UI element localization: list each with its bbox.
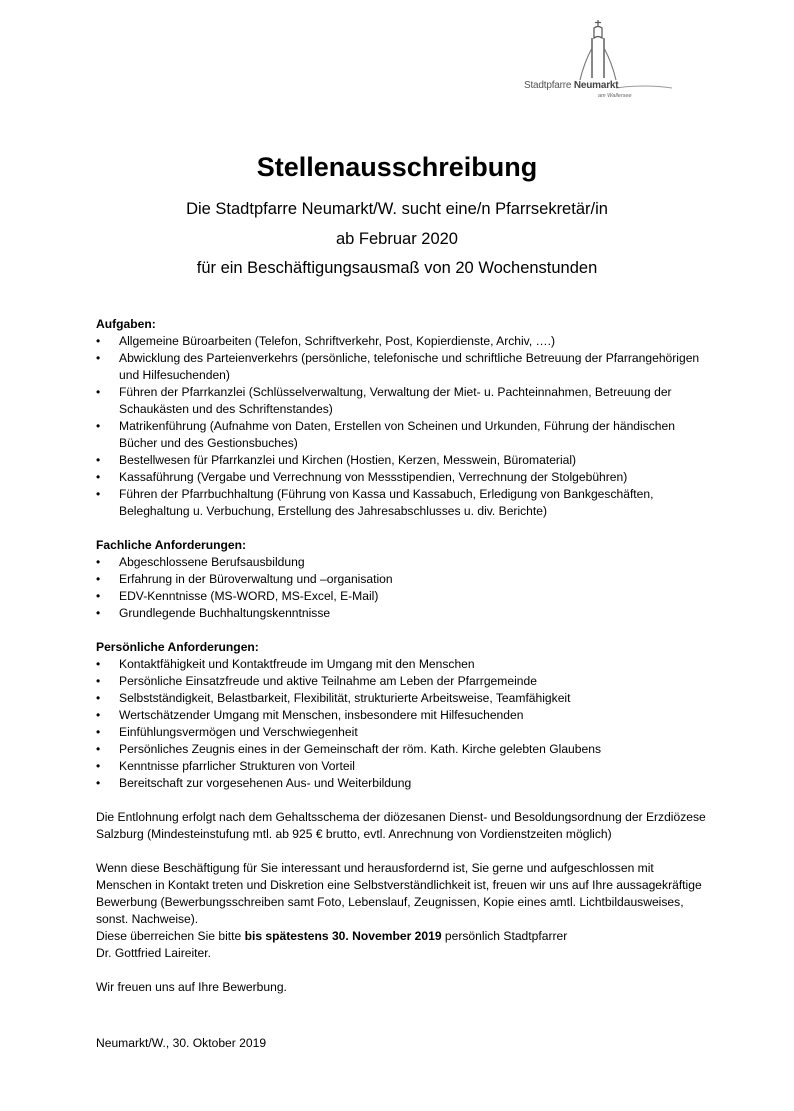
list-item: • Abwicklung des Parteienverkehrs (persönliche, telefonische und schriftliche Betreuung der Pfarrangehörigen und Hilfesuchenden): [96, 350, 706, 384]
list-item: • Matrikenführung (Aufnahme von Daten, Erstellen von Scheinen und Urkunden, Führung der händischen Bücher und des Gestionsbuches): [96, 418, 706, 452]
list-item: • Grundlegende Buchhaltungskenntnisse: [96, 605, 706, 622]
list-item: • Selbstständigkeit, Belastbarkeit, Flexibilität, strukturierte Arbeitsweise, Teamfähigkeit: [96, 690, 706, 707]
document-body: [96, 316, 706, 1013]
list-item: • Persönliches Zeugnis eines in der Gemeinschaft der röm. Kath. Kirche gelebten Glaubens: [96, 741, 706, 758]
list-item: • Abgeschlossene Berufsausbildung: [96, 554, 706, 571]
list-item: • Allgemeine Büroarbeiten (Telefon, Schriftverkehr, Post, Kopierdienste, Archiv, ….): [96, 333, 706, 350]
start-date-line: ab Februar 2020: [335, 230, 458, 248]
closing-line: Wir freuen uns auf Ihre Bewerbung.: [96, 980, 287, 994]
working-hours-line: für ein Beschäftigungsausmaß von 20 Wochenstunden: [196, 259, 598, 277]
list-item: • Erfahrung in der Büroverwaltung und –organisation: [96, 571, 706, 588]
submission-text-before: Diese überreichen Sie bitte: [96, 929, 245, 943]
pastor-name: Dr. Gottfried Laireiter.: [96, 946, 211, 960]
list-item: • Persönliche Einsatzfreude und aktive Teilnahme am Leben der Pfarrgemeinde: [96, 673, 706, 690]
section-heading-personal: Persönliche Anforderungen:: [96, 640, 259, 654]
list-item: • Wertschätzender Umgang mit Menschen, insbesondere mit Hilfesuchenden: [96, 707, 706, 724]
list-item: • EDV-Kenntnisse (MS-WORD, MS-Excel, E-Mail): [96, 588, 706, 605]
submission-paragraph: [96, 928, 706, 962]
list-item: • Kenntnisse pfarrlicher Strukturen von Vorteil: [96, 758, 706, 775]
list-item: • Führen der Pfarrbuchhaltung (Führung von Kassa und Kassabuch, Erledigung von Bankgeschäften, Beleghaltung u. Verbuchung, Erstellung des Jahresabschlusses u. div. Berichte): [96, 486, 706, 520]
personal-requirements-list: [96, 656, 706, 792]
list-item: • Führen der Pfarrkanzlei (Schlüsselverwaltung, Verwaltung der Miet- u. Pachteinnahmen, Betreuung der Schaukästen und des Schriftenstandes): [96, 384, 706, 418]
list-item: • Kassaführung (Vergabe und Verrechnung von Messstipendien, Verrechnung der Stolgebühren): [96, 469, 706, 486]
tasks-list: [96, 333, 706, 520]
logo-wordmark: Stadtpfarre Neumarkt: [524, 80, 619, 91]
page-title: Stellenausschreibung: [256, 152, 538, 182]
list-item: • Kontaktfähigkeit und Kontaktfreude im Umgang mit den Menschen: [96, 656, 706, 673]
section-heading-tasks: Aufgaben:: [96, 317, 156, 331]
submission-deadline: bis spätestens 30. November 2019: [244, 929, 442, 943]
salary-paragraph: Die Entlohnung erfolgt nach dem Gehaltsschema der diözesanen Dienst- und Besoldungsordnung der Erzdiözese Salzburg (Mindesteinstufung mtl. ab 925 € brutto, evtl. Anrechnung von Vordienstzeiten möglich): [96, 810, 706, 841]
document-date: Neumarkt/W., 30. Oktober 2019: [96, 1036, 267, 1050]
professional-requirements-list: [96, 554, 706, 622]
job-headline: Die Stadtpfarre Neumarkt/W. sucht eine/n Pfarrsekretär/in: [186, 200, 608, 218]
application-paragraph: Wenn diese Beschäftigung für Sie interessant und herausfordernd ist, Sie gerne und aufgeschlossen mit Menschen in Kontakt treten und Diskretion eine Selbstverständlichkeit ist, freuen wir uns auf Ihre aussagekräftige Bewerbung (Bewerbungsschreiben samt Foto, Lebenslauf, Zeugnissen, Kopie eines amtl. Lichtbildausweises, sonst. Nachweise).: [96, 861, 702, 926]
list-item: • Einfühlungsvermögen und Verschwiegenheit: [96, 724, 706, 741]
list-item: • Bereitschaft zur vorgesehenen Aus- und Weiterbildung: [96, 775, 706, 792]
logo-subtitle: am Wallersee: [598, 93, 632, 99]
parish-logo: [520, 18, 680, 98]
submission-text-after: persönlich Stadtpfarrer: [441, 929, 568, 943]
list-item: • Bestellwesen für Pfarrkanzlei und Kirchen (Hostien, Kerzen, Messwein, Büromaterial): [96, 452, 706, 469]
section-heading-professional: Fachliche Anforderungen:: [96, 538, 247, 552]
